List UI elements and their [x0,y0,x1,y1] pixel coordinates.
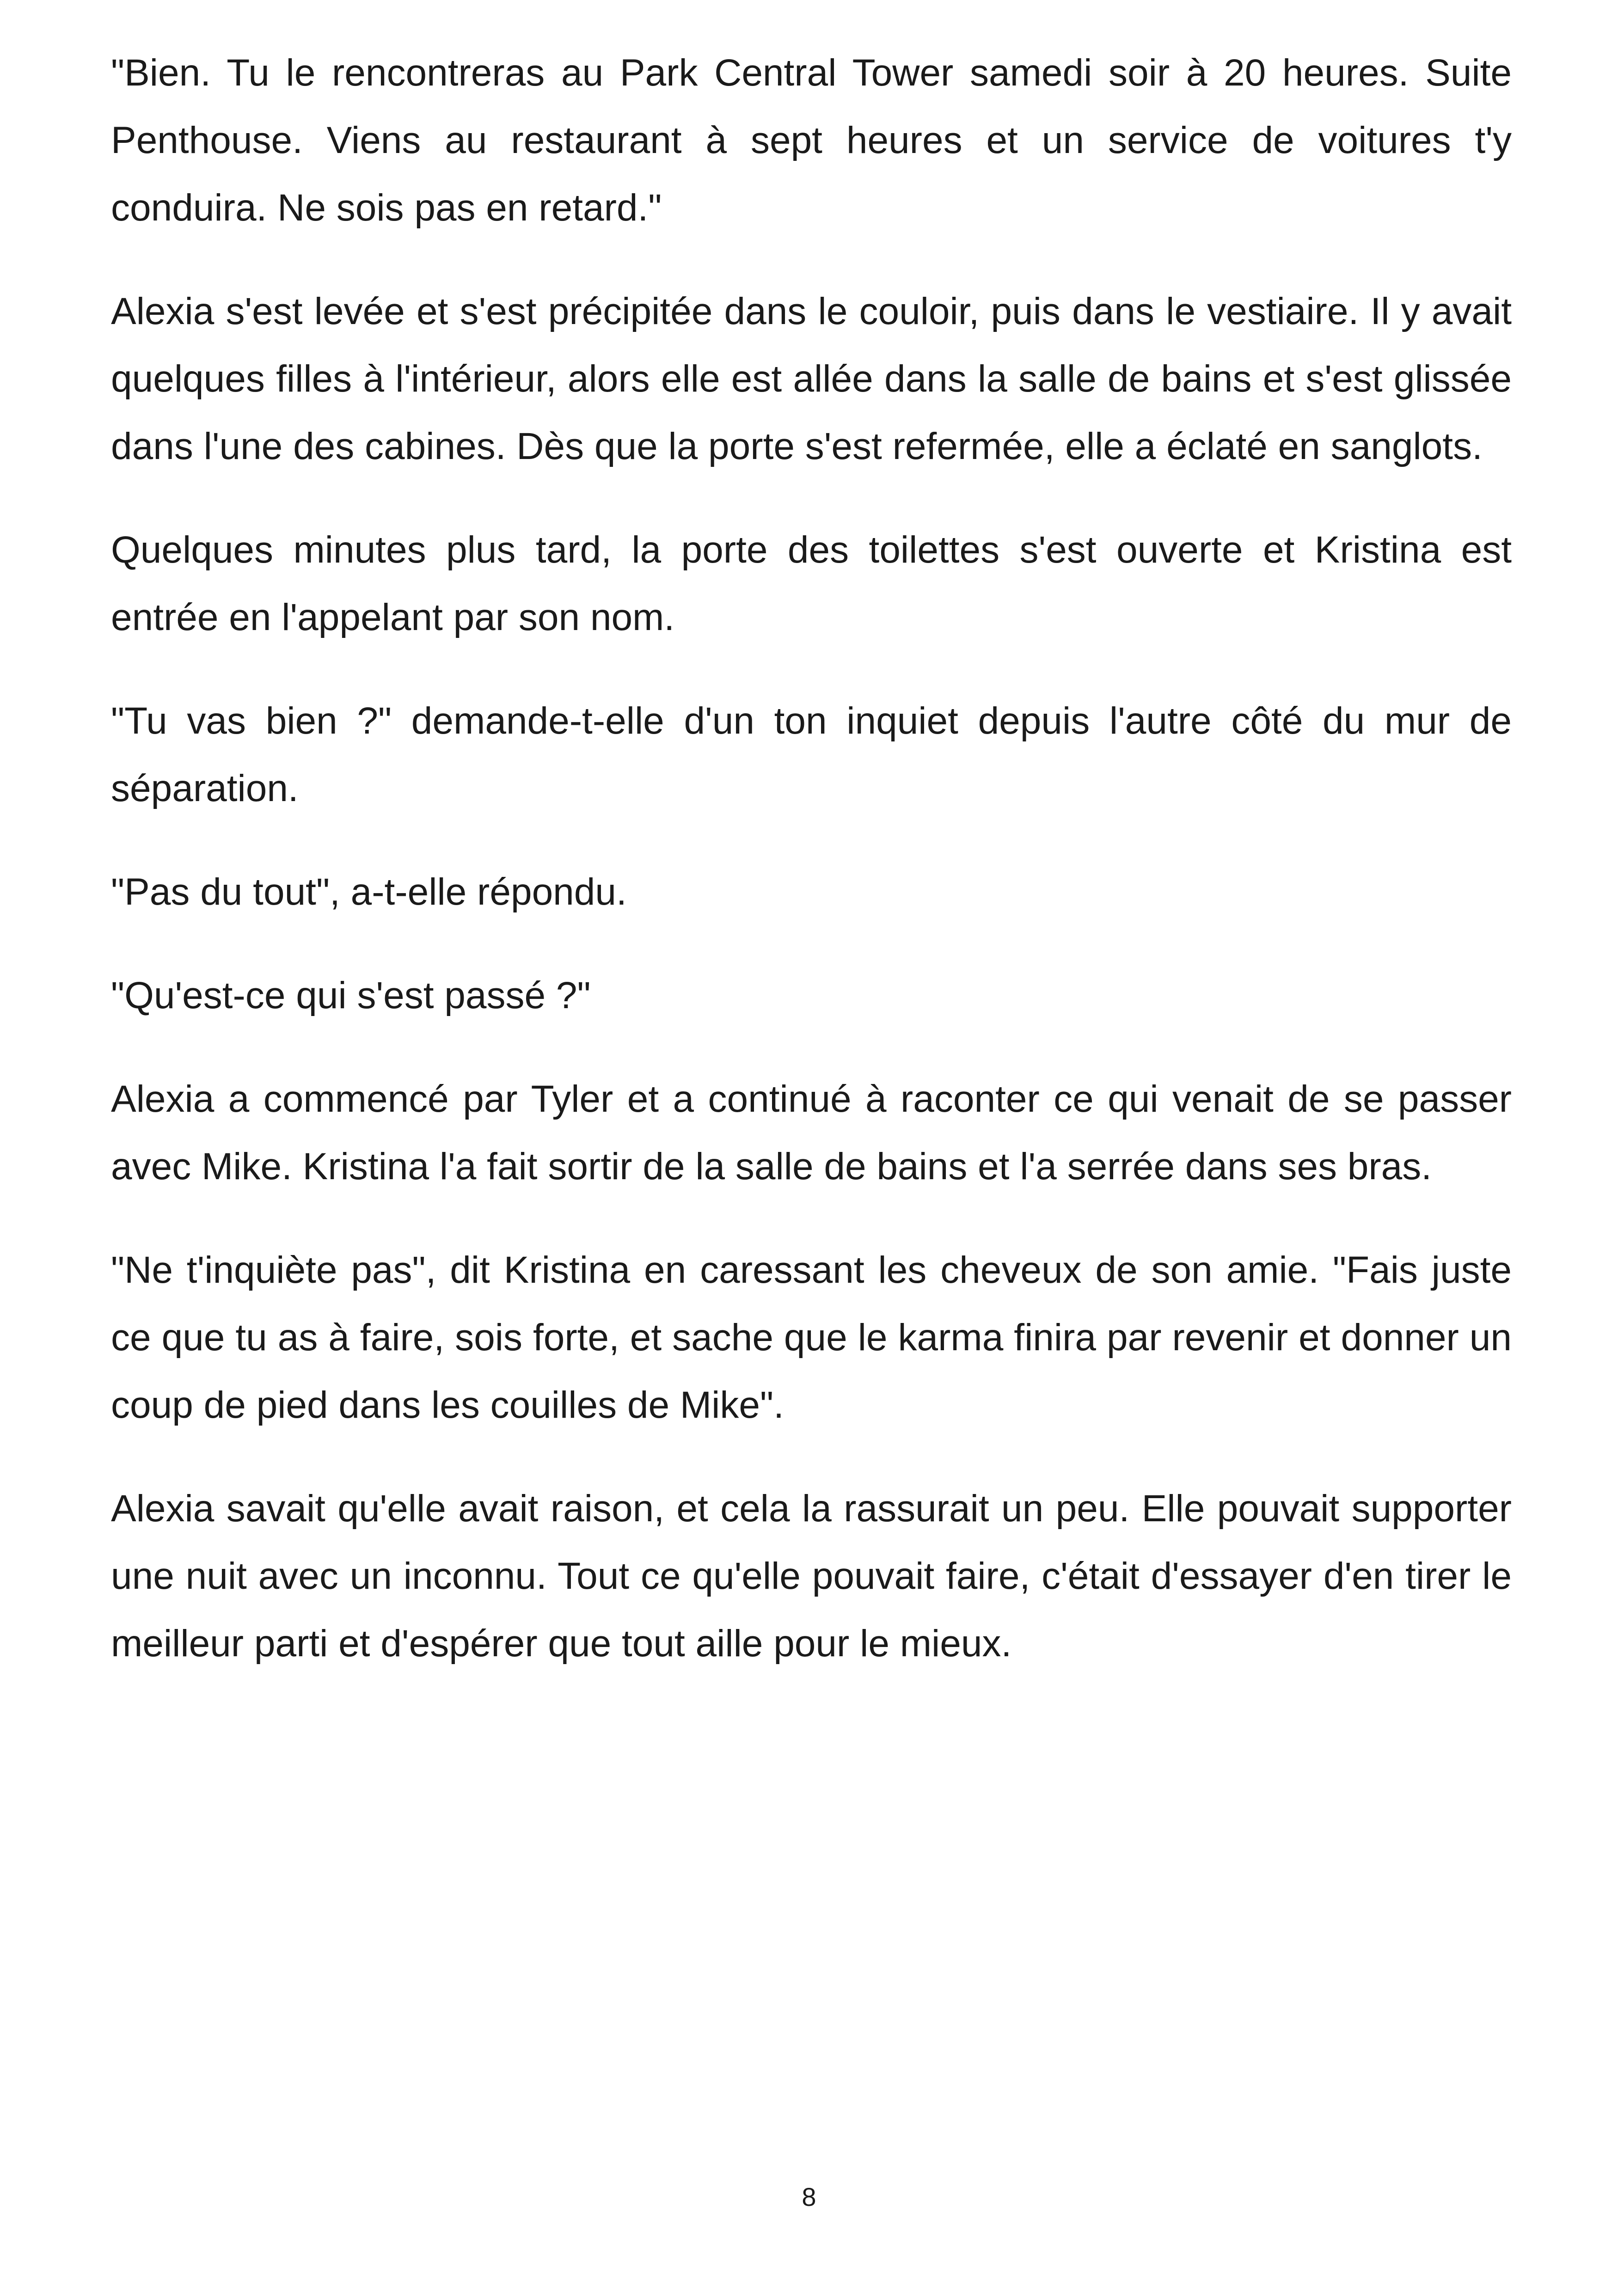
paragraph: "Bien. Tu le rencontreras au Park Central Tower samedi soir à 20 heures. Suite Penthouse. Viens au restaurant à sept heures et un service de voitures t'y conduira. Ne sois pas en retard." [111,52,1512,229]
paragraph: "Ne t'inquiète pas", dit Kristina en caressant les cheveux de son amie. "Fais juste ce que tu as à faire, sois forte, et sache que le karma finira par revenir et donner un coup de pied dans les couilles de Mike". [111,1249,1512,1426]
paragraph: "Pas du tout", a-t-elle répondu. [111,871,627,913]
paragraph: "Tu vas bien ?" demande-t-elle d'un ton inquiet depuis l'autre côté du mur de séparation. [111,700,1512,809]
page-number: 8 [802,2182,816,2211]
paragraph: Quelques minutes plus tard, la porte des toilettes s'est ouverte et Kristina est entrée en l'appelant par son nom. [111,529,1512,638]
paragraph: "Qu'est-ce qui s'est passé ?" [111,974,591,1016]
paragraph: Alexia s'est levée et s'est précipitée dans le couloir, puis dans le vestiaire. Il y avait quelques filles à l'intérieur, alors elle est allée dans la salle de bains et s'est glissée dans l'une des cabines. Dès que la porte s'est refermée, elle a éclaté en sanglots. [111,290,1512,467]
paragraph: Alexia a commencé par Tyler et a continué à raconter ce qui venait de se passer avec Mike. Kristina l'a fait sortir de la salle de bains et l'a serrée dans ses bras. [111,1078,1512,1188]
body-text [111,39,1512,1714]
paragraph: Alexia savait qu'elle avait raison, et cela la rassurait un peu. Elle pouvait supporter une nuit avec un inconnu. Tout ce qu'elle pouvait faire, c'était d'essayer d'en tirer le meilleur parti et d'espérer que tout aille pour le mieux. [111,1488,1512,1665]
